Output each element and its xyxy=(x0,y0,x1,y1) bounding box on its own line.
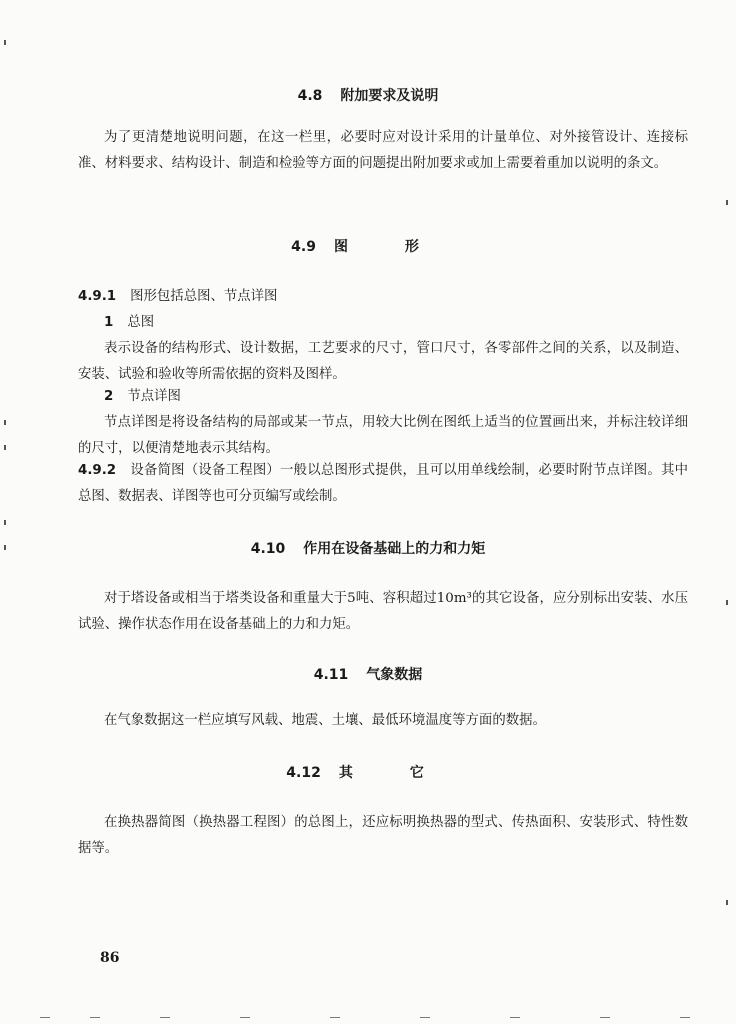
heading-title: 其 它 xyxy=(338,765,450,781)
heading-4-12 xyxy=(0,762,736,782)
paragraph-4-12: 在换热器简图（换热器工程图）的总图上，还应标明换热器的型式、传热面积、安装形式、特性数据等。 xyxy=(78,815,688,856)
item-number: 2 xyxy=(104,389,114,404)
clause-text: 图形包括总图、节点详图 xyxy=(130,289,278,304)
heading-title: 气象数据 xyxy=(366,667,423,683)
scan-dash xyxy=(420,1017,430,1018)
clause-text: 设备简图（设备工程图）一般以总图形式提供，且可以用单线绘制，必要时附节点详图。其中总图、数据表、详图等也可分页编写或绘制。 xyxy=(78,463,688,504)
heading-number: 4.11 xyxy=(313,667,349,683)
heading-4-8 xyxy=(0,85,736,105)
scan-dash xyxy=(680,1017,690,1018)
scan-mark xyxy=(4,445,6,450)
heading-4-10 xyxy=(0,538,736,558)
scan-mark xyxy=(4,545,6,550)
item-1 xyxy=(104,310,154,336)
scan-mark xyxy=(4,520,6,525)
heading-number: 4.12 xyxy=(286,765,321,781)
paragraph-item-2: 节点详图是将设备结构的局部或某一节点，用较大比例在图纸上适当的位置画出来，并标注较详细的尺寸，以便清楚地表示其结构。 xyxy=(78,415,688,456)
heading-title: 附加要求及说明 xyxy=(340,88,439,104)
paragraph-4-8: 为了更清楚地说明问题，在这一栏里，必要时应对设计采用的计量单位、对外接管设计、连接标准、材料要求、结构设计、制造和检验等方面的问题提出附加要求或加上需要着重加以说明的条文。 xyxy=(78,130,688,171)
scan-dash xyxy=(40,1017,50,1018)
scan-mark xyxy=(726,600,728,605)
scan-dash xyxy=(510,1017,520,1018)
paragraph-item-1: 表示设备的结构形式、设计数据，工艺要求的尺寸，管口尺寸，各零部件之间的关系，以及制造、安装、试验和验收等所需依据的资料及图样。 xyxy=(78,341,688,382)
scan-dash xyxy=(330,1017,340,1018)
heading-title: 作用在设备基础上的力和力矩 xyxy=(303,541,486,557)
heading-number: 4.8 xyxy=(297,88,323,104)
heading-title: 图 形 xyxy=(333,239,445,255)
item-2 xyxy=(104,384,181,410)
heading-number: 4.10 xyxy=(250,541,286,557)
clause-4-9-2 xyxy=(78,458,688,510)
item-title: 总图 xyxy=(127,315,155,330)
scan-dash xyxy=(600,1017,610,1018)
heading-4-9 xyxy=(0,236,736,256)
paragraph-4-11: 在气象数据这一栏应填写风载、地震、土壤、最低环境温度等方面的数据。 xyxy=(104,713,546,728)
heading-4-11 xyxy=(0,664,736,684)
clause-number: 4.9.2 xyxy=(78,463,117,478)
paragraph-4-10: 对于塔设备或相当于塔类设备和重量大于5吨、容积超过10m³的其它设备，应分别标出安装、水压试验、操作状态作用在设备基础上的力和力矩。 xyxy=(78,591,688,632)
scan-mark xyxy=(4,420,6,425)
clause-4-9-1 xyxy=(78,284,277,310)
scan-mark xyxy=(726,900,728,905)
heading-number: 4.9 xyxy=(291,239,316,255)
item-title: 节点详图 xyxy=(127,389,181,404)
scan-dash xyxy=(160,1017,170,1018)
page-number: 86 xyxy=(100,950,120,966)
scan-mark xyxy=(4,40,6,45)
scan-dash xyxy=(90,1017,100,1018)
clause-number: 4.9.1 xyxy=(78,289,117,304)
item-number: 1 xyxy=(104,315,114,330)
scan-dash xyxy=(240,1017,250,1018)
scan-mark xyxy=(726,200,728,205)
